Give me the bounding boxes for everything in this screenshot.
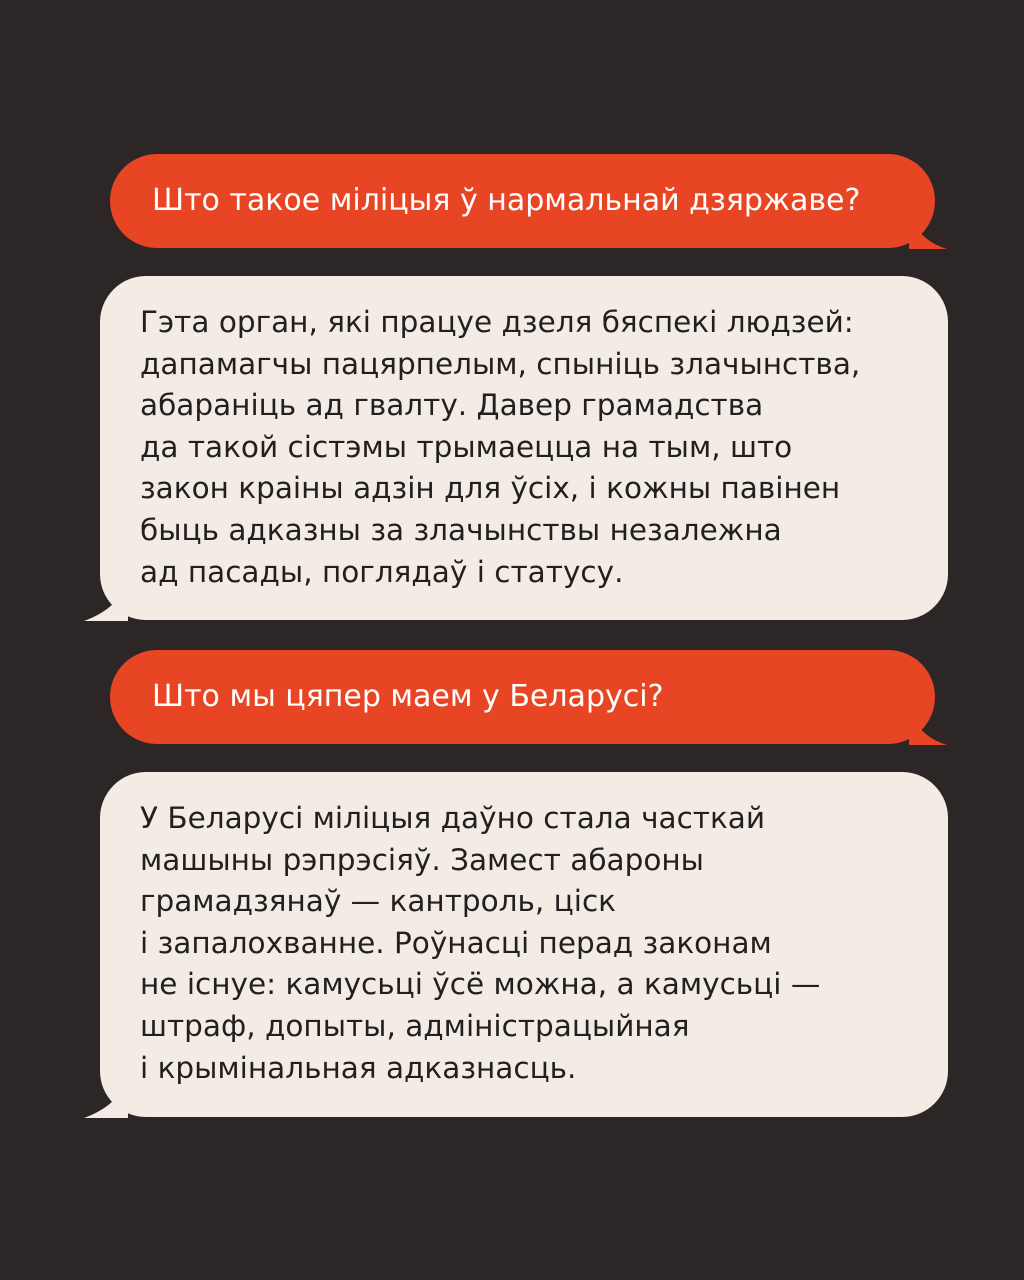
bubble-tail-left [84, 1074, 128, 1118]
answer-bubble-2 [100, 772, 948, 1117]
answer-1-line-3: абараніць ад гвалту. Давер грамадства [140, 388, 764, 423]
answer-1-line-4: да такой сістэмы трымаецца на тым, што [140, 429, 793, 464]
answer-1-line-5: закон краіны адзін для ўсіх, і кожны павінен [140, 471, 841, 506]
answer-2-line-5: не існуе: камусьці ўсё можна, а камусьці — [140, 967, 821, 1002]
bubble-tail-right [909, 209, 949, 249]
answer-1-line-6: быць адказны за злачынствы незалежна [140, 512, 782, 547]
answer-2-line-3: грамадзянаў — кантроль, ціск [140, 884, 616, 919]
answer-2-line-6: штраф, допыты, адміністрацыйная [140, 1008, 690, 1043]
answer-1-line-7: ад пасады, поглядаў і статусу. [140, 554, 624, 589]
question-text-2: Што мы цяпер маем у Беларусі? [152, 679, 664, 714]
question-text-1: Што такое міліцыя ў нармальнай дзяржаве? [152, 183, 861, 218]
question-bubble-2 [110, 650, 935, 744]
answer-2-line-7: і крымінальная адказнасць. [140, 1050, 577, 1085]
answer-2-line-1: У Беларусі міліцыя даўно стала часткай [140, 801, 766, 835]
answer-1-line-2: дапамагчы пацярпелым, спыніць злачынства, [140, 346, 861, 381]
bubble-tail-left [84, 577, 128, 621]
question-bubble-1 [110, 154, 935, 248]
answer-bubble-1 [100, 276, 948, 620]
bubble-tail-right [909, 705, 949, 745]
answer-2-line-2: машыны рэпрэсіяў. Замест абароны [140, 842, 704, 877]
answer-2-line-4: і запалохванне. Роўнасці перад законам [140, 925, 772, 960]
answer-1-line-1: Гэта орган, які працуе дзеля бяспекі людзей: [140, 305, 854, 339]
